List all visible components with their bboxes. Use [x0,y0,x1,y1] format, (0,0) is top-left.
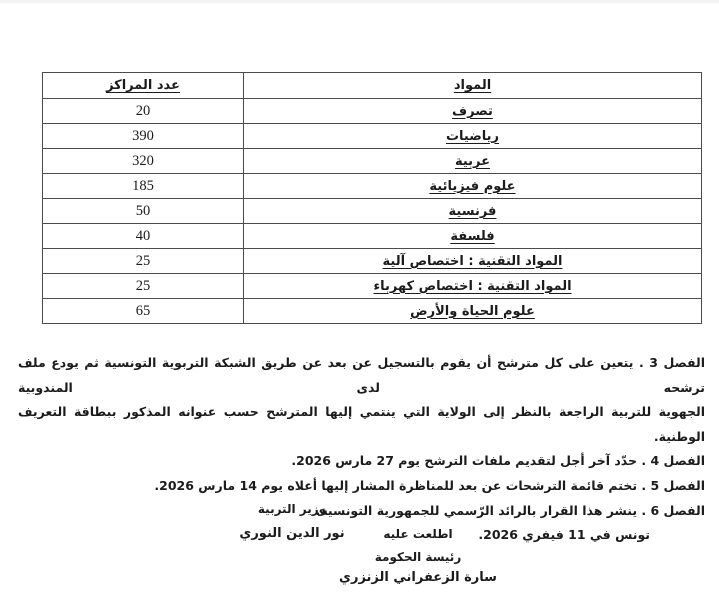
positions-cell: 40 [43,224,244,249]
article-6: الفصل 6 . ينشر هذا القرار بالرائد الرّسمي للجمهورية التونسية. [315,502,705,518]
page-top-edge [0,0,719,3]
table-row [43,224,702,249]
subject-cell: علوم الحياة والأرض [244,299,702,324]
positions-cell: 390 [43,124,244,149]
subject-cell: فرنسية [244,199,702,224]
subject-cell: فلسفة [244,224,702,249]
article-5: الفصل 5 . تختم قائمة الترشحات عن بعد للمناظرة المشار إليها أعلاه يوم 14 مارس 2026. [154,477,705,493]
subjects-column-header: المواد [244,73,702,99]
table-row [43,99,702,124]
subject-cell: تصرف [244,99,702,124]
positions-cell: 20 [43,99,244,124]
place-and-date: تونس في 11 فيفري 2026. [478,527,650,543]
table-row [43,299,702,324]
subject-cell: المواد التقنية : اختصاص آلية [244,249,702,274]
decree-articles [18,351,705,548]
table-row [43,274,702,299]
pm-name: سارة الزعفراني الزنزري [339,570,497,585]
positions-column-header: عدد المراكز [43,73,244,99]
article-3-line-1: الفصل 3 . يتعين على كل مترشح أن يقوم بالتسجيل عن بعد عن طريق الشبكة التربوية التونسية ثم يودع ملف ترشحه لدى المندوبية [18,355,705,395]
article-3-line-2: الجهوية للتربية الراجعة بالنظر إلى الولاية التي ينتمي إليها المترشح حسب عنوانه المذكور ببطاقة التعريف الوطنية. [18,404,705,444]
subject-cell: علوم فيزيائية [244,174,702,199]
minister-title: وزير التربية [257,502,327,516]
article-4: الفصل 4 . حدّد آخر أجل لتقديم ملفات الترشح يوم 27 مارس 2026. [291,453,705,469]
minister-name: نور الدين النوري [239,526,345,541]
table-row [43,149,702,174]
table-row [43,249,702,274]
positions-cell: 25 [43,249,244,274]
positions-cell: 65 [43,299,244,324]
positions-cell: 320 [43,149,244,174]
table-row [43,174,702,199]
subjects-positions-table [42,72,702,324]
positions-cell: 185 [43,174,244,199]
table-header-row [43,73,702,99]
seen-by-label: اطلعت عليه [383,527,453,541]
subject-cell: عربية [244,149,702,174]
table-row [43,124,702,149]
positions-cell: 25 [43,274,244,299]
positions-cell: 50 [43,199,244,224]
table-row [43,199,702,224]
subject-cell: رياضيات [244,124,702,149]
subject-cell: المواد التقنية : اختصاص كهرباء [244,274,702,299]
pm-title: رئيسة الحكومة [374,550,462,564]
